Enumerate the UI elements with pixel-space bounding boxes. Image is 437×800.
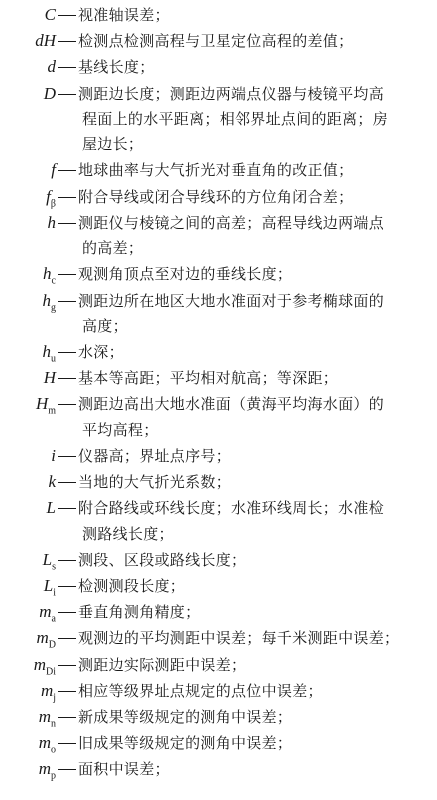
symbol-base: L: [43, 576, 54, 595]
symbol-subscript: a: [51, 613, 56, 625]
symbol-subscript: j: [53, 692, 56, 704]
symbol-subscript: p: [51, 770, 56, 782]
symbol-entry: [0, 54, 437, 79]
symbol-entry: [0, 391, 437, 442]
symbol-description: 测距边所在地区大地水准面对于参考椭球面的: [78, 291, 385, 310]
description-line: [57, 365, 338, 391]
symbol-base: m: [38, 733, 51, 753]
symbol-description-continuation: 高度；: [82, 316, 128, 335]
symbol-description-continuation: 测路线长度；: [82, 524, 174, 543]
em-dash-separator: [58, 223, 76, 224]
em-dash-separator: [58, 691, 76, 692]
symbol-description: 基线长度；: [78, 58, 155, 77]
em-dash-separator: [58, 482, 76, 483]
symbol: [0, 391, 56, 424]
em-dash-separator: [58, 508, 76, 509]
symbol-description: 面积中误差；: [78, 760, 170, 779]
symbol-entry: [0, 157, 437, 182]
symbol-entry: [0, 495, 437, 546]
symbol-description: 水深；: [78, 343, 124, 361]
symbol-entry: [0, 261, 437, 286]
symbol-subscript: c: [51, 275, 56, 287]
description-line: [57, 678, 323, 704]
symbol-base: m: [40, 680, 54, 700]
description-line: [57, 28, 353, 54]
symbol-entry: [0, 756, 437, 781]
em-dash-separator: [58, 586, 76, 587]
description-line: [57, 469, 231, 495]
symbol: [0, 28, 56, 54]
description-line: [57, 652, 246, 678]
symbol-description: 观测角顶点至对边的垂线长度；: [78, 265, 293, 284]
symbol-base: D: [43, 83, 56, 103]
symbol-description-continuation: 程面上的水平距离；相邻界址点间的距离；房: [82, 109, 389, 128]
symbol: [0, 81, 56, 107]
symbol: [0, 495, 56, 521]
symbol-description: 旧成果等级规定的测角中误差；: [78, 734, 293, 753]
symbol-subscript: Di: [46, 665, 56, 677]
symbol-description: 测段、区段或路线长度；: [78, 550, 247, 569]
em-dash-separator: [58, 638, 76, 639]
description-line: [57, 2, 170, 28]
description-line: [57, 730, 292, 756]
description-line: [57, 573, 185, 599]
symbol: [0, 210, 56, 236]
symbol-description: 观测边的平均测距中误差；每千米测距中误差；: [78, 629, 400, 648]
symbol: [0, 443, 56, 469]
em-dash-separator: [58, 15, 76, 16]
symbol-base: h: [42, 290, 51, 310]
symbol-base: m: [38, 707, 51, 726]
description-line: [57, 599, 200, 625]
symbol-entry: [0, 469, 437, 494]
symbol-subscript: n: [51, 718, 56, 730]
symbol-description: 测距边实际测距中误差；: [78, 655, 247, 674]
symbol: [0, 2, 56, 28]
em-dash-separator: [58, 352, 76, 353]
symbol-entry: [0, 28, 437, 53]
symbol-entry: [0, 210, 437, 261]
symbol-entry: [0, 704, 437, 729]
description-line: [57, 756, 170, 782]
symbol-base: m: [39, 602, 52, 622]
symbol-base: m: [36, 628, 49, 648]
symbol-description: 仪器高；界址点序号；: [78, 446, 232, 465]
description-line: [57, 210, 384, 236]
symbol-base: m: [38, 759, 51, 779]
symbol-entry: [0, 81, 437, 157]
symbol-subscript: u: [51, 353, 56, 365]
em-dash-separator: [58, 197, 76, 198]
em-dash-separator: [58, 170, 76, 171]
em-dash-separator: [58, 560, 76, 561]
symbol-description: 基本等高距；平均相对航高；等深距；: [78, 369, 339, 388]
description-line: [57, 391, 384, 417]
symbol-description: 检测测段长度；: [78, 577, 186, 595]
symbol: [0, 157, 56, 183]
symbol-entry: [0, 184, 437, 209]
symbol-base: h: [43, 264, 52, 284]
em-dash-separator: [58, 612, 76, 613]
description-line: [57, 81, 384, 107]
symbol-subscript: i: [53, 587, 56, 599]
symbol-description: 新成果等级规定的测角中误差；: [78, 708, 293, 726]
symbol-entry: [0, 365, 437, 390]
description-line: [57, 157, 353, 183]
description-line: [57, 339, 124, 365]
symbol-entry: [0, 2, 437, 27]
symbol-subscript: s: [52, 561, 56, 573]
em-dash-separator: [58, 404, 76, 405]
symbol-subscript: m: [48, 405, 56, 417]
symbol-base: H: [35, 394, 49, 414]
symbol-base: h: [42, 342, 51, 361]
symbol-description: 附合路线或环线长度；水准环线周长；水准检: [78, 499, 385, 518]
symbol-description-continuation: 的高差；: [82, 239, 144, 258]
symbol-base: C: [44, 5, 56, 24]
symbol-entry: [0, 625, 437, 650]
symbol-entry: [0, 547, 437, 572]
em-dash-separator: [58, 301, 76, 302]
symbol-entry: [0, 599, 437, 624]
symbol-description: 视准轴误差；: [78, 6, 170, 24]
symbol-entry: [0, 678, 437, 703]
symbol: [0, 365, 56, 391]
symbol-base: L: [42, 549, 53, 569]
symbol-description-continuation: 平均高程；: [82, 420, 159, 439]
symbol-description: 地球曲率与大气折光对垂直角的改正值；: [78, 161, 354, 180]
symbol: [0, 54, 56, 80]
em-dash-separator: [58, 67, 76, 68]
symbol-subscript: β: [50, 197, 56, 209]
symbol-entry: [0, 573, 437, 598]
symbol: [0, 469, 56, 495]
symbol: [0, 288, 56, 321]
description-line: [57, 184, 353, 210]
symbol-base: h: [47, 212, 56, 232]
symbol-entry: [0, 339, 437, 364]
description-line: [57, 495, 384, 521]
symbol-entry: [0, 443, 437, 468]
symbol-base: m: [33, 654, 46, 674]
description-line: [57, 625, 399, 651]
symbol-description: 附合导线或闭合导线环的方位角闭合差；: [78, 187, 354, 206]
symbol-entry: [0, 730, 437, 755]
symbol-description: 测距边长度；测距边两端点仪器与棱镜平均高: [78, 84, 385, 103]
em-dash-separator: [58, 769, 76, 770]
symbol-subscript: o: [51, 744, 56, 756]
description-line: [57, 547, 246, 573]
symbol-base: L: [46, 498, 56, 518]
em-dash-separator: [58, 274, 76, 275]
symbol-base: dH: [35, 31, 56, 51]
symbol-base: f: [46, 186, 51, 206]
symbol-base: i: [51, 445, 56, 465]
symbol-base: k: [48, 472, 56, 492]
description-line: [57, 261, 292, 287]
symbol-base: d: [47, 57, 56, 77]
symbol-entry: [0, 652, 437, 677]
symbol-description: 测距边高出大地水准面（黄海平均海水面）的: [78, 395, 385, 414]
symbol-entry: [0, 288, 437, 339]
description-line: [57, 54, 155, 80]
symbol-base: H: [43, 368, 56, 388]
symbol-description: 垂直角测角精度；: [78, 603, 201, 622]
em-dash-separator: [58, 378, 76, 379]
em-dash-separator: [58, 743, 76, 744]
description-line: [57, 704, 292, 730]
symbol-description: 当地的大气折光系数；: [78, 473, 232, 492]
symbol-description: 相应等级界址点规定的点位中误差；: [78, 681, 323, 700]
em-dash-separator: [58, 94, 76, 95]
symbol-description: 测距仪与棱镜之间的高差；高程导线边两端点: [78, 213, 385, 232]
em-dash-separator: [58, 665, 76, 666]
symbol-description: 检测点检测高程与卫星定位高程的差值；: [78, 32, 354, 51]
symbol-base: f: [51, 160, 56, 180]
em-dash-separator: [58, 717, 76, 718]
em-dash-separator: [58, 456, 76, 457]
em-dash-separator: [58, 41, 76, 42]
description-line: [57, 443, 231, 469]
description-line: [57, 288, 384, 314]
symbol-subscript: D: [48, 639, 56, 651]
symbol: [0, 756, 56, 789]
symbol-subscript: g: [51, 301, 56, 313]
symbol-description-continuation: 屋边长；: [82, 135, 144, 154]
